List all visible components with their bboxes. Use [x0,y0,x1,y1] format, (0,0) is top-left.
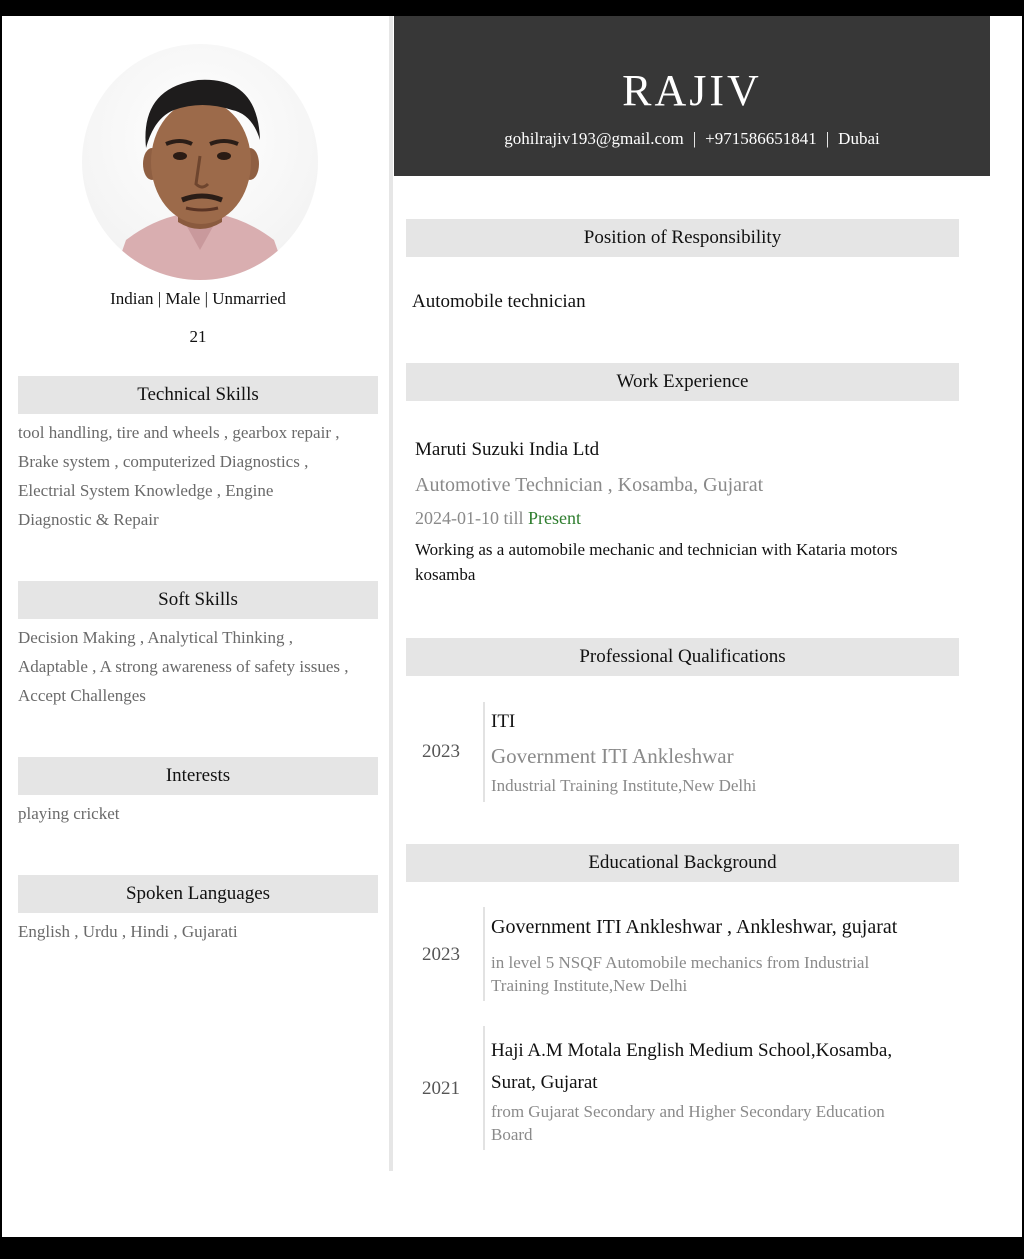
position-value: Automobile technician [412,291,586,312]
person-portrait-icon [82,44,318,280]
phone: +971586651841 [705,129,817,148]
soft-skills-line: Accept Challenges [18,686,146,705]
work-description-line: kosamba [415,565,476,584]
education-timeline-line [483,907,485,1001]
work-dates [415,508,581,529]
spoken-languages-heading: Spoken Languages [18,875,378,913]
education-detail-line: Training Institute,New Delhi [491,976,688,995]
email: gohilrajiv193@gmail.com [504,129,684,148]
interests-heading: Interests [18,757,378,795]
qualification-institute: Government ITI Ankleshwar [491,744,734,768]
technical-skills-heading: Technical Skills [18,376,378,414]
qualification-title: ITI [491,711,516,732]
education-title-line: Surat, Gujarat [491,1072,598,1093]
education-title: Government ITI Ankleshwar , Ankleshwar, gujarat [491,916,898,938]
education-timeline-line [483,1026,485,1150]
technical-skills-list [18,418,380,534]
work-experience-heading: Work Experience [406,363,959,401]
qualification-timeline-line [483,702,485,802]
personal-details: Indian | Male | Unmarried [110,289,286,308]
interests-list [18,799,380,828]
profile-photo [82,44,318,280]
soft-skills-heading: Soft Skills [18,581,378,619]
work-company: Maruti Suzuki India Ltd [415,439,600,460]
work-start-date: 2024-01-10 till [415,508,524,528]
education-title [491,1035,892,1099]
column-divider [389,16,393,1171]
technical-skills-line: Diagnostic & Repair [18,510,159,529]
soft-skills-line: Decision Making , Analytical Thinking , [18,628,293,647]
work-role: Automotive Technician , Kosamba, Gujarat [415,474,764,496]
education-detail [491,951,869,997]
work-present-label: Present [528,508,581,528]
education-detail-line: Board [491,1125,533,1144]
technical-skills-line: Brake system , computerized Diagnostics , [18,452,309,471]
education-year: 2021 [422,1078,460,1099]
professional-qualifications-heading: Professional Qualifications [406,638,959,676]
spoken-languages-list [18,917,380,946]
soft-skills-list [18,623,380,710]
education-year: 2023 [422,944,460,965]
work-description-line: Working as a automobile mechanic and technician with Kataria motors [415,540,898,559]
resume-page [2,16,1022,1237]
educational-background-heading: Educational Background [406,844,959,882]
qualification-year: 2023 [422,741,460,762]
qualification-body: Industrial Training Institute,New Delhi [491,776,757,795]
name-header [394,16,990,176]
candidate-name: RAJIV [622,66,762,115]
education-detail [491,1100,885,1146]
age: 21 [189,327,207,346]
position-heading: Position of Responsibility [406,219,959,257]
technical-skills-line: Electrial System Knowledge , Engine [18,481,274,500]
interests-line: playing cricket [18,804,120,823]
education-title-line: Haji A.M Motala English Medium School,Kosamba, [491,1040,893,1061]
work-description [415,537,898,587]
location: Dubai [838,129,880,148]
education-detail-line: in level 5 NSQF Automobile mechanics from Industrial [491,953,870,972]
spoken-languages-line: English , Urdu , Hindi , Gujarati [18,922,238,941]
technical-skills-line: tool handling, tire and wheels , gearbox repair , [18,423,340,442]
education-detail-line: from Gujarat Secondary and Higher Secondary Education [491,1102,885,1121]
soft-skills-line: Adaptable , A strong awareness of safety issues , [18,657,349,676]
left-column [2,16,390,1171]
contact-line: gohilrajiv193@gmail.com | +971586651841 | Dubai [504,129,880,148]
